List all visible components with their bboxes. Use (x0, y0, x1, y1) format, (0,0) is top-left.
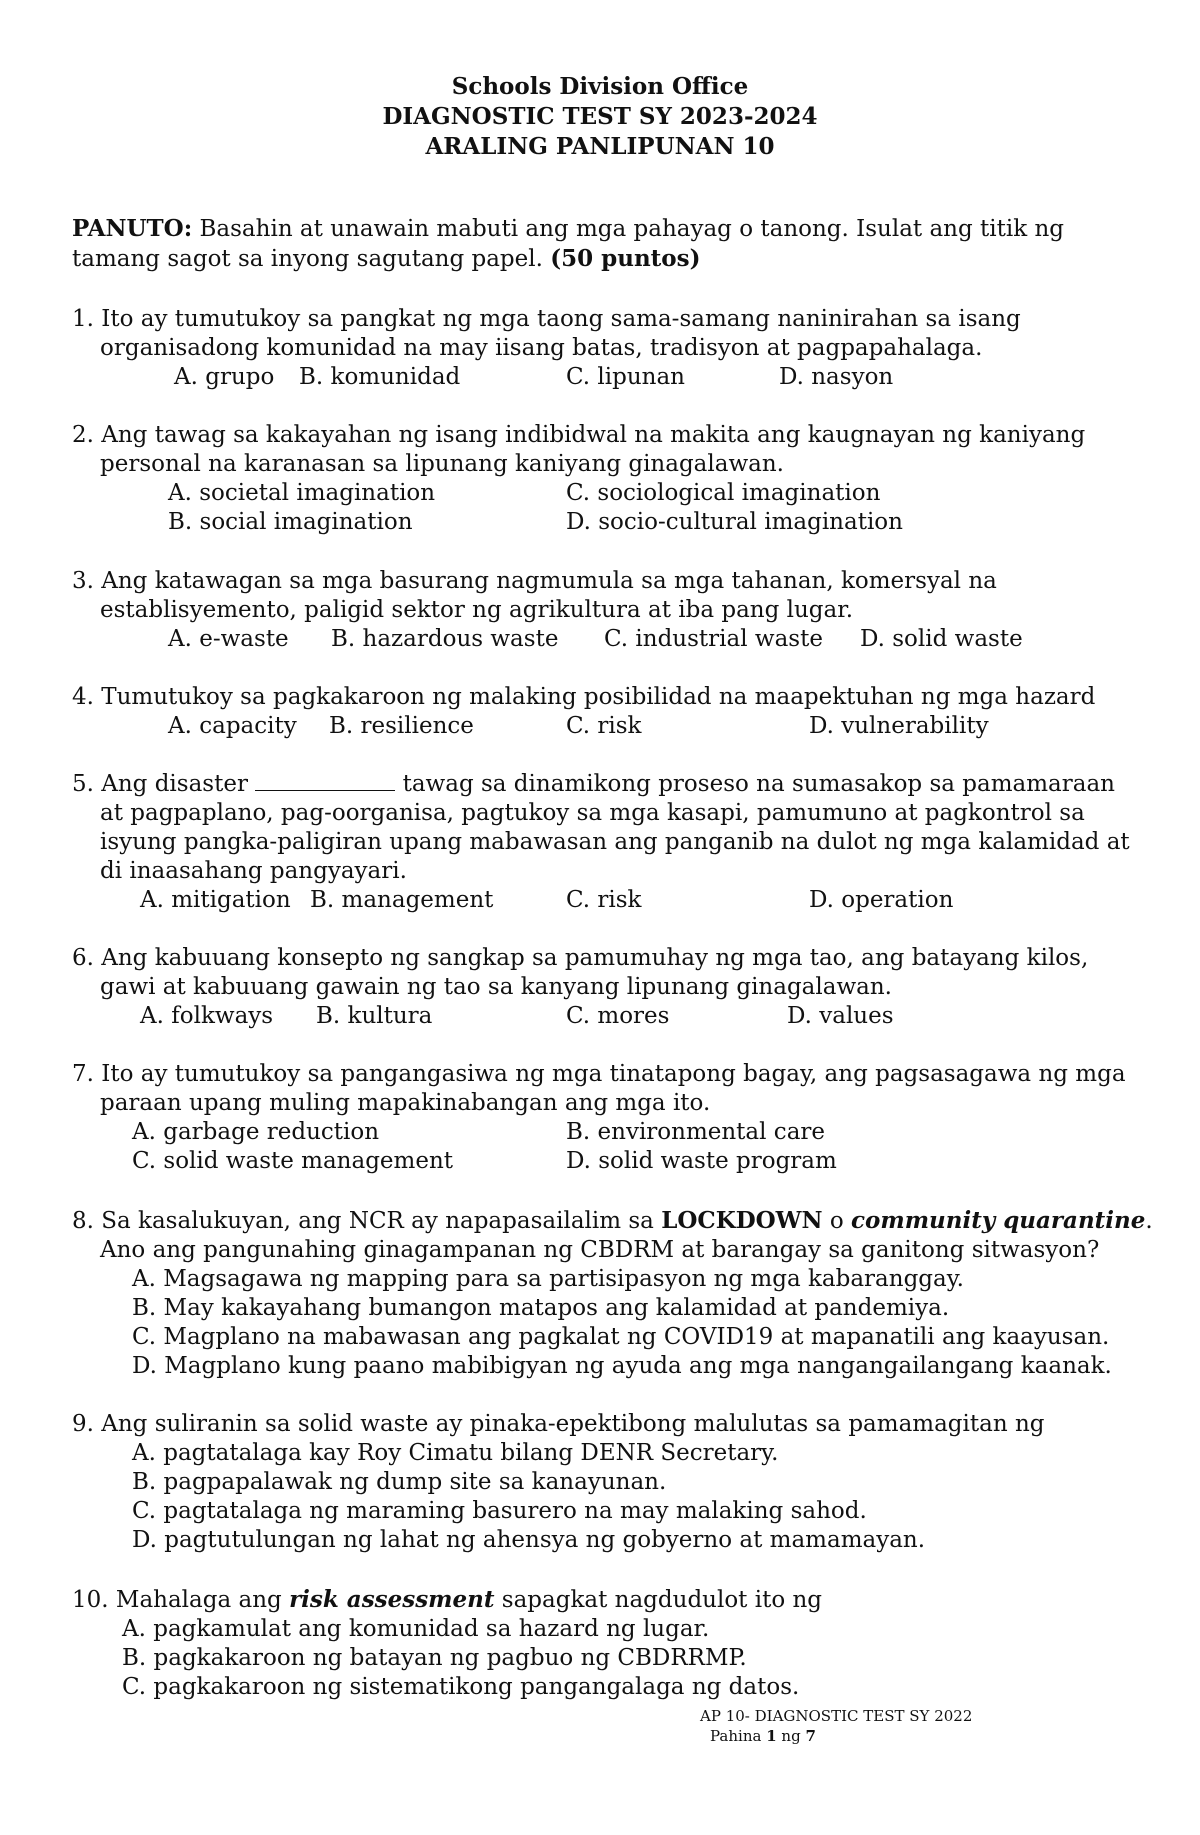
choice-c: C. mores (566, 1003, 670, 1029)
choice-b: B. resilience (329, 713, 474, 739)
document-header (0, 72, 1200, 162)
choices (72, 625, 1152, 654)
question-stem: 2. Ang tawag sa kakayahan ng isang indibidwal na makita ang kaugnayan ng kaniyang (72, 422, 1086, 448)
question-stem: 6. Ang kabuuang konsepto ng sangkap sa pamumuhay ng mga tao, ang batayang kilos, (72, 945, 1089, 971)
question-stem (72, 770, 1152, 799)
question-stem-part: tawag sa dinamikong proseso na sumasakop sa pamamaraan (395, 771, 1115, 797)
question-stem: 7. Ito ay tumutukoy sa pangangasiwa ng mga tinatapong bagay, ang pagsasagawa ng mga (72, 1061, 1126, 1087)
choice-b: B. environmental care (566, 1119, 826, 1145)
question-stem-part: sapagkat nagdudulot ito ng (494, 1587, 823, 1613)
question-1 (72, 305, 1152, 392)
choice-b: B. May kakayahang bumangon matapos ang kalamidad at pandemiya. (132, 1295, 950, 1321)
question-stem-part: o (822, 1208, 852, 1234)
question-stem: 3. Ang katawagan sa mga basurang nagmumula sa mga tahanan, komersyal na (72, 568, 997, 594)
question-stem-part: 10. Mahalaga ang (72, 1587, 290, 1613)
question-stem: gawi at kabuuang gawain ng tao sa kanyang lipunang ginagalawan. (100, 974, 892, 1000)
choice-d: D. socio-cultural imagination (566, 509, 903, 535)
page-total: 7 (805, 1727, 816, 1745)
subject-title: ARALING PANLIPUNAN 10 (425, 133, 775, 160)
page-footer (700, 1706, 972, 1746)
question-stem: organisadong komunidad na may iisang batas, tradisyon at pagpapahalaga. (100, 335, 983, 361)
instructions-points: (50 puntos) (550, 245, 701, 272)
question-stem-part: 5. Ang disaster (72, 771, 256, 797)
choice-a: A. societal imagination (168, 480, 436, 506)
question-3 (72, 567, 1152, 654)
question-6 (72, 944, 1152, 1031)
choice-b: B. pagpapalawak ng dump site sa kanayunan. (132, 1469, 667, 1495)
lockdown-term: LOCKDOWN (661, 1207, 823, 1234)
choice-d: D. solid waste (860, 626, 1023, 652)
choice-d: D. nasyon (779, 364, 894, 390)
choice-a: A. Magsagawa ng mapping para sa partisipasyon ng mga kabaranggay. (132, 1266, 964, 1292)
choice-c: C. pagkakaroon ng sistematikong pangangalaga ng datos. (122, 1674, 800, 1700)
choice-a: A. e-waste (168, 626, 289, 652)
choices (72, 508, 1152, 537)
question-stem: di inaasahang pangyayari. (100, 858, 407, 884)
question-4 (72, 683, 1152, 741)
choice-a: A. garbage reduction (132, 1119, 380, 1145)
choice-c: C. sociological imagination (566, 480, 881, 506)
choice-d: D. operation (809, 887, 954, 913)
question-7 (72, 1060, 1152, 1176)
choice-d: D. values (787, 1003, 894, 1029)
choice-a: A. pagtatalaga kay Roy Cimatu bilang DENR Secretary. (132, 1440, 779, 1466)
choice-a: A. capacity (168, 713, 297, 739)
test-title: DIAGNOSTIC TEST SY 2023-2024 (382, 103, 818, 130)
choice-a: A. folkways (140, 1003, 274, 1029)
choice-b: B. pagkakaroon ng batayan ng pagbuo ng CBDRRMP. (122, 1645, 747, 1671)
choices (72, 886, 1152, 915)
choice-c: C. pagtatalaga ng maraming basurero na may malaking sahod. (132, 1498, 867, 1524)
choices (72, 1615, 1152, 1702)
question-stem-part: . (1145, 1208, 1153, 1234)
question-stem: personal na karanasan sa lipunang kaniyang ginagalawan. (100, 451, 784, 477)
question-5 (72, 770, 1152, 915)
question-8 (72, 1206, 1152, 1381)
choices (72, 1002, 1152, 1031)
page-prefix: Pahina (710, 1727, 767, 1745)
choice-c: C. solid waste management (132, 1148, 454, 1174)
page-mid: ng (776, 1727, 806, 1745)
instructions (72, 214, 1132, 274)
choice-c: C. risk (566, 887, 642, 913)
choices (72, 1147, 1152, 1176)
choice-b: B. kultura (316, 1003, 433, 1029)
footer-test-label: AP 10- DIAGNOSTIC TEST SY 2022 (700, 1707, 973, 1725)
question-stem: paraan upang muling mapakinabangan ang mga ito. (100, 1090, 711, 1116)
risk-assessment-term: risk assessment (289, 1586, 495, 1613)
question-stem: establisyemento, paligid sektor ng agrikultura at iba pang lugar. (100, 597, 854, 623)
community-quarantine-term: community quarantine (851, 1207, 1146, 1234)
choices (72, 1265, 1152, 1381)
choice-d: D. vulnerability (809, 713, 989, 739)
choice-c: C. Magplano na mabawasan ang pagkalat ng COVID19 at mapanatili ang kaayusan. (132, 1324, 1110, 1350)
question-stem: 4. Tumutukoy sa pagkakaroon ng malaking posibilidad na maapektuhan ng mga hazard (72, 684, 1096, 710)
choices (72, 363, 1152, 392)
choice-a: A. mitigation (140, 887, 291, 913)
choice-c: C. lipunan (566, 364, 685, 390)
question-stem: Ano ang pangunahing ginagampanan ng CBDRM at barangay sa ganitong sitwasyon? (100, 1237, 1100, 1263)
choices (72, 1439, 1152, 1555)
question-stem: 1. Ito ay tumutukoy sa pangkat ng mga taong sama-samang naninirahan sa isang (72, 306, 1021, 332)
question-stem-part: 8. Sa kasalukuyan, ang NCR ay napapasailalim sa (72, 1208, 662, 1234)
page-number (700, 1726, 972, 1746)
question-stem: isyung pangka-paligiran upang mabawasan ang panganib na dulot ng mga kalamidad at (100, 829, 1130, 855)
choice-d: D. pagtutulungan ng lahat ng ahensya ng gobyerno at mamamayan. (132, 1527, 926, 1553)
office-title: Schools Division Office (451, 73, 749, 100)
question-stem (72, 1585, 1152, 1615)
choice-d: D. solid waste program (566, 1148, 837, 1174)
choices (72, 712, 1152, 741)
choices (72, 479, 1152, 508)
instructions-label: PANUTO: (72, 215, 193, 242)
choice-a: A. grupo (174, 364, 275, 390)
choice-b: B. komunidad (299, 364, 461, 390)
question-9 (72, 1410, 1152, 1555)
answer-blank (255, 770, 395, 791)
choice-c: C. industrial waste (604, 626, 823, 652)
choice-b: B. social imagination (168, 509, 413, 535)
question-stem: at pagpaplano, pag-oorganisa, pagtukoy sa mga kasapi, pamumuno at pagkontrol sa (100, 800, 1085, 826)
choice-c: C. risk (566, 713, 642, 739)
question-stem: 9. Ang suliranin sa solid waste ay pinaka-epektibong malulutas sa pamamagitan ng (72, 1411, 1045, 1437)
question-stem (72, 1206, 1152, 1236)
choices (72, 1118, 1152, 1147)
choice-a: A. pagkamulat ang komunidad sa hazard ng lugar. (122, 1616, 710, 1642)
choice-d: D. Magplano kung paano mabibigyan ng ayuda ang mga nangangailangang kaanak. (132, 1353, 1112, 1379)
choice-b: B. management (310, 887, 494, 913)
question-10 (72, 1585, 1152, 1702)
choice-b: B. hazardous waste (331, 626, 559, 652)
question-2 (72, 421, 1152, 537)
instructions-text: Basahin at unawain mabuti ang mga pahayag o tanong. Isulat ang titik ng tamang sagot sa inyong sagutang papel. (72, 216, 1065, 272)
page-current: 1 (766, 1727, 777, 1745)
